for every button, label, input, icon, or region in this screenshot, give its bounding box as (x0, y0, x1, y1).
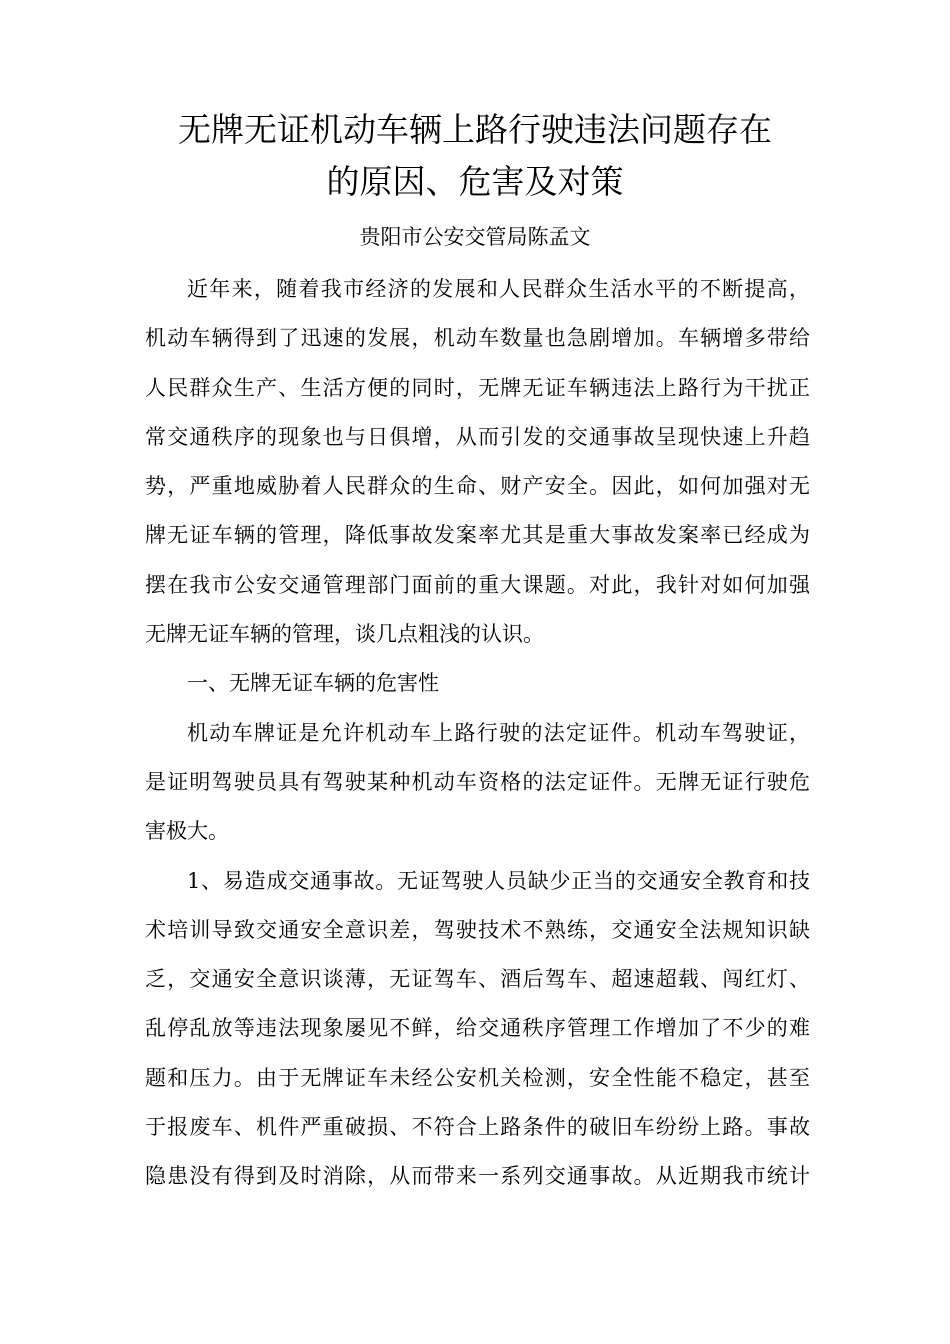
paragraph-line: 摆在我市公安交通管理部门面前的重大课题。对此，我针对如何加强 (145, 572, 810, 597)
paragraph-line: 乱停乱放等违法现象屡见不鲜，给交通秩序管理工作增加了不少的难 (145, 1016, 810, 1041)
paragraph-line: 机动车辆得到了迅速的发展，机动车数量也急剧增加。车辆增多带给 (145, 326, 810, 351)
paragraph-line: 人民群众生产、生活方便的同时，无牌无证车辆违法上路行为干扰正 (145, 375, 810, 400)
paragraph-line: 无牌无证车辆的管理，谈几点粗浅的认识。 (145, 622, 544, 647)
paragraph-line: 是证明驾驶员具有驾驶某种机动车资格的法定证件。无牌无证行驶危 (145, 769, 810, 794)
document-body (145, 265, 810, 1202)
paragraph-line: 势，严重地威胁着人民群众的生命、财产安全。因此，如何加强对无 (145, 474, 810, 499)
title-line: 的原因、危害及对策 (326, 162, 624, 201)
section-heading-line: 一、无牌无证车辆的危害性 (187, 671, 439, 696)
paragraph-line: 乏，交通安全意识谈薄，无证驾车、酒后驾车、超速超载、闯红灯、 (145, 967, 810, 992)
paragraph-definition (145, 709, 810, 857)
paragraph-line: 机动车牌证是允许机动车上路行驶的法定证件。机动车驾驶证， (187, 720, 810, 745)
paragraph-line: 隐患没有得到及时消除，从而带来一系列交通事故。从近期我市统计 (145, 1164, 810, 1189)
paragraph-line: 常交通秩序的现象也与日俱增，从而引发的交通事故呈现快速上升趋 (145, 424, 810, 449)
paragraph-point-1 (145, 857, 810, 1202)
paragraph-line: 害极大。 (145, 819, 229, 844)
document-title (120, 104, 830, 208)
paragraph-intro (145, 265, 810, 659)
paragraph-line: 近年来，随着我市经济的发展和人民群众生活水平的不断提高， (187, 277, 810, 301)
paragraph-line: 1、易造成交通事故。无证驾驶人员缺少正当的交通安全教育和技 (187, 868, 810, 893)
paragraph-line: 于报废车、机件严重破损、不符合上路条件的破旧车纷纷上路。事故 (145, 1115, 810, 1140)
paragraph-line: 题和压力。由于无牌证车未经公安机关检测，安全性能不稳定，甚至 (145, 1065, 810, 1090)
title-line: 无牌无证机动车辆上路行驶违法问题存在 (178, 110, 772, 149)
document-author: 贵阳市公安交管局陈孟文 (359, 225, 591, 249)
paragraph-line: 术培训导致交通安全意识差，驾驶技术不熟练，交通安全法规知识缺 (145, 917, 810, 942)
paragraph-line: 牌无证车辆的管理，降低事故发案率尤其是重大事故发案率已经成为 (145, 523, 810, 548)
section-heading (145, 659, 810, 708)
